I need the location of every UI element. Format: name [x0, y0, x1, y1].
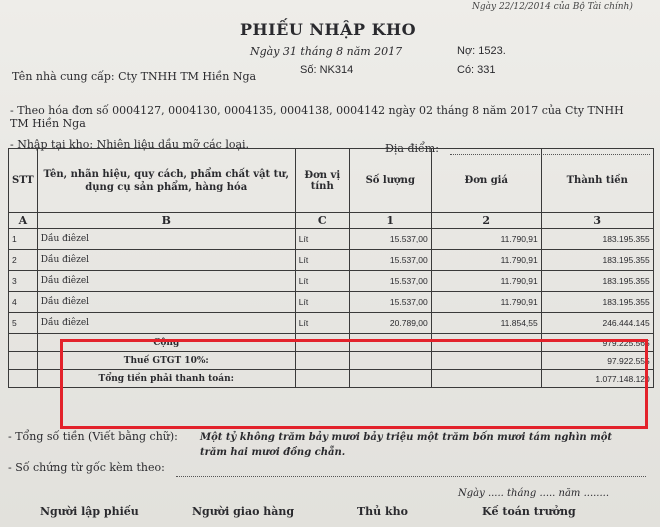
location-label: Địa điểm:	[385, 142, 439, 155]
amount-in-words-label: - Tổng số tiền (Viết bằng chữ):	[8, 430, 178, 443]
header-qty: Số lượng	[349, 149, 431, 213]
row-unit: Lít	[295, 250, 349, 271]
table-row	[9, 292, 654, 313]
column-code-row	[9, 213, 654, 229]
vat-row	[9, 352, 654, 370]
header-stt: STT	[9, 149, 38, 213]
row-amount: 183.195.355	[541, 229, 653, 250]
signer-preparer: Người lập phiếu	[40, 505, 139, 518]
debit-account: Nợ: 1523.	[457, 45, 506, 57]
goods-table	[8, 148, 654, 388]
table-row	[9, 250, 654, 271]
document-date: Ngày 31 tháng 8 năm 2017	[250, 45, 403, 58]
total-amount: 1.077.148.120	[541, 370, 653, 388]
row-price: 11.790,91	[431, 229, 541, 250]
vat-amount: 97.922.555	[541, 352, 653, 370]
total-label: Tổng tiền phải thanh toán:	[37, 370, 295, 388]
invoice-line-1: - Theo hóa đơn số 0004127, 0004130, 0004135, 0004138, 0004142 ngày 02 tháng 8 năm 2017 của Cty TNHH	[10, 104, 624, 117]
row-stt: 2	[9, 250, 38, 271]
row-name: Dầu điêzel	[37, 250, 295, 271]
total-row	[9, 370, 654, 388]
row-qty: 15.537,00	[349, 292, 431, 313]
row-stt: 1	[9, 229, 38, 250]
row-qty: 15.537,00	[349, 250, 431, 271]
row-unit: Lít	[295, 313, 349, 334]
column-code: A	[9, 213, 38, 229]
table-row	[9, 229, 654, 250]
attachments-dotted-line	[176, 469, 646, 477]
column-code: 2	[431, 213, 541, 229]
column-code: C	[295, 213, 349, 229]
row-unit: Lít	[295, 229, 349, 250]
amount-in-words: Một tỷ không trăm bảy mươi bảy triệu một trăm bốn mươi tám nghìn một trăm hai mươi đồng chẵn.	[200, 432, 613, 458]
row-price: 11.854,55	[431, 313, 541, 334]
row-qty: 15.537,00	[349, 229, 431, 250]
row-stt: 5	[9, 313, 38, 334]
subtotal-amount: 979.225.565	[541, 334, 653, 352]
row-qty: 20.789,00	[349, 313, 431, 334]
warehouse-line: - Nhập tại kho: Nhiên liệu dầu mỡ các loại.	[10, 138, 250, 151]
column-code: B	[37, 213, 295, 229]
header-amount: Thành tiền	[541, 149, 653, 213]
row-amount: 246.444.145	[541, 313, 653, 334]
header-unit: Đơn vị tính	[295, 149, 349, 213]
row-stt: 3	[9, 271, 38, 292]
vat-label: Thuế GTGT 10%:	[37, 352, 295, 370]
row-unit: Lít	[295, 292, 349, 313]
row-unit: Lít	[295, 271, 349, 292]
signer-chief-accountant: Kế toán trưởng	[482, 505, 576, 518]
row-qty: 15.537,00	[349, 271, 431, 292]
table-header-row	[9, 149, 654, 213]
row-amount: 183.195.355	[541, 292, 653, 313]
row-name: Dầu điêzel	[37, 229, 295, 250]
table-row	[9, 313, 654, 334]
invoice-line-2: TM Hiền Nga	[10, 117, 86, 130]
header-price: Đơn giá	[431, 149, 541, 213]
supplier-line: Tên nhà cung cấp: Cty TNHH TM Hiền Nga	[12, 70, 257, 83]
credit-account: Có: 331	[457, 64, 496, 76]
row-price: 11.790,91	[431, 250, 541, 271]
row-name: Dầu điêzel	[37, 271, 295, 292]
document-number: Số: NK314	[300, 64, 354, 76]
row-price: 11.790,91	[431, 292, 541, 313]
row-price: 11.790,91	[431, 271, 541, 292]
subtotal-label: Cộng	[37, 334, 295, 352]
header-name: Tên, nhãn hiệu, quy cách, phẩm chất vật tư, dụng cụ sản phẩm, hàng hóa	[37, 149, 295, 213]
row-name: Dầu điêzel	[37, 313, 295, 334]
column-code: 3	[541, 213, 653, 229]
row-name: Dầu điêzel	[37, 292, 295, 313]
row-amount: 183.195.355	[541, 271, 653, 292]
subtotal-row	[9, 334, 654, 352]
signer-deliverer: Người giao hàng	[192, 505, 295, 518]
table-row	[9, 271, 654, 292]
top-note: Ngày 22/12/2014 của Bộ Tài chính)	[472, 2, 633, 12]
document-title: PHIẾU NHẬP KHO	[240, 20, 417, 39]
row-amount: 183.195.355	[541, 250, 653, 271]
column-code: 1	[349, 213, 431, 229]
attachments-label: - Số chứng từ gốc kèm theo:	[8, 461, 165, 474]
signature-date: Ngày ..... tháng ..... năm ........	[458, 488, 610, 499]
signer-storekeeper: Thủ kho	[357, 505, 408, 518]
row-stt: 4	[9, 292, 38, 313]
